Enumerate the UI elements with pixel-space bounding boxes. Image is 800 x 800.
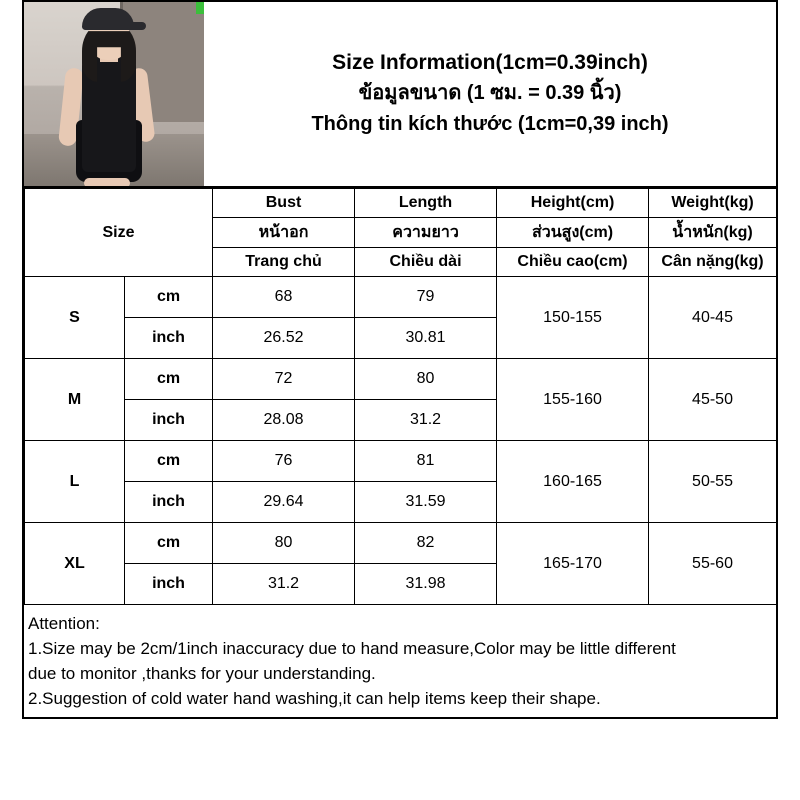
length-inch-s: 30.81	[355, 318, 497, 359]
unit-cm-xl: cm	[125, 523, 213, 564]
length-inch-l: 31.59	[355, 482, 497, 523]
col-weight-vi: Cân nặng(kg)	[649, 248, 777, 277]
bust-cm-m: 72	[213, 359, 355, 400]
table-row	[25, 359, 777, 400]
unit-inch-xl: inch	[125, 564, 213, 605]
bust-cm-l: 76	[213, 441, 355, 482]
weight-xl: 55-60	[649, 523, 777, 605]
length-inch-xl: 31.98	[355, 564, 497, 605]
col-bust-vi: Trang chủ	[213, 248, 355, 277]
unit-cm-s: cm	[125, 277, 213, 318]
row-size-l: L	[25, 441, 125, 523]
attention-line-1: 1.Size may be 2cm/1inch inaccuracy due to hand measure,Color may be little different	[28, 639, 676, 658]
attention-line-2: due to monitor ,thanks for your understanding.	[28, 664, 376, 683]
height-xl: 165-170	[497, 523, 649, 605]
weight-m: 45-50	[649, 359, 777, 441]
product-photo	[24, 2, 204, 186]
col-height-th: ส่วนสูง(cm)	[497, 218, 649, 248]
table-row	[25, 523, 777, 564]
col-bust-en: Bust	[213, 189, 355, 218]
size-chart	[22, 0, 778, 719]
photo-corner-marker	[196, 2, 204, 14]
weight-l: 50-55	[649, 441, 777, 523]
col-height-en: Height(cm)	[497, 189, 649, 218]
measurements-table	[24, 188, 777, 605]
col-weight-th: น้ำหนัก(kg)	[649, 218, 777, 248]
table-row	[25, 441, 777, 482]
length-cm-s: 79	[355, 277, 497, 318]
height-m: 155-160	[497, 359, 649, 441]
title-line-th: ข้อมูลขนาด (1 ซม. = 0.39 นิ้ว)	[358, 81, 622, 104]
title-line-vi: Thông tin kích thước (1cm=0,39 inch)	[311, 112, 669, 135]
bust-cm-xl: 80	[213, 523, 355, 564]
col-bust-th: หน้าอก	[213, 218, 355, 248]
row-size-s: S	[25, 277, 125, 359]
unit-cm-l: cm	[125, 441, 213, 482]
table-header-row-en	[25, 189, 777, 218]
length-inch-m: 31.2	[355, 400, 497, 441]
bust-inch-l: 29.64	[213, 482, 355, 523]
height-s: 150-155	[497, 277, 649, 359]
col-length-en: Length	[355, 189, 497, 218]
bust-inch-s: 26.52	[213, 318, 355, 359]
table-row	[25, 277, 777, 318]
attention-note	[24, 605, 776, 717]
attention-line-3: 2.Suggestion of cold water hand washing,it can help items keep their shape.	[28, 689, 601, 708]
col-weight-en: Weight(kg)	[649, 189, 777, 218]
unit-inch-l: inch	[125, 482, 213, 523]
length-cm-m: 80	[355, 359, 497, 400]
size-header-cell: Size	[25, 189, 213, 277]
attention-heading: Attention:	[28, 614, 100, 633]
bust-inch-xl: 31.2	[213, 564, 355, 605]
row-size-m: M	[25, 359, 125, 441]
col-height-vi: Chiều cao(cm)	[497, 248, 649, 277]
unit-cm-m: cm	[125, 359, 213, 400]
title-block	[204, 2, 776, 186]
photo-model-legs	[84, 178, 130, 186]
length-cm-xl: 82	[355, 523, 497, 564]
chart-header	[24, 2, 776, 188]
height-l: 160-165	[497, 441, 649, 523]
col-length-th: ความยาว	[355, 218, 497, 248]
photo-model-cap-brim	[120, 22, 146, 30]
row-size-xl: XL	[25, 523, 125, 605]
col-length-vi: Chiều dài	[355, 248, 497, 277]
title-line-en: Size Information(1cm=0.39inch)	[332, 50, 648, 74]
weight-s: 40-45	[649, 277, 777, 359]
unit-inch-m: inch	[125, 400, 213, 441]
bust-inch-m: 28.08	[213, 400, 355, 441]
bust-cm-s: 68	[213, 277, 355, 318]
length-cm-l: 81	[355, 441, 497, 482]
unit-inch-s: inch	[125, 318, 213, 359]
